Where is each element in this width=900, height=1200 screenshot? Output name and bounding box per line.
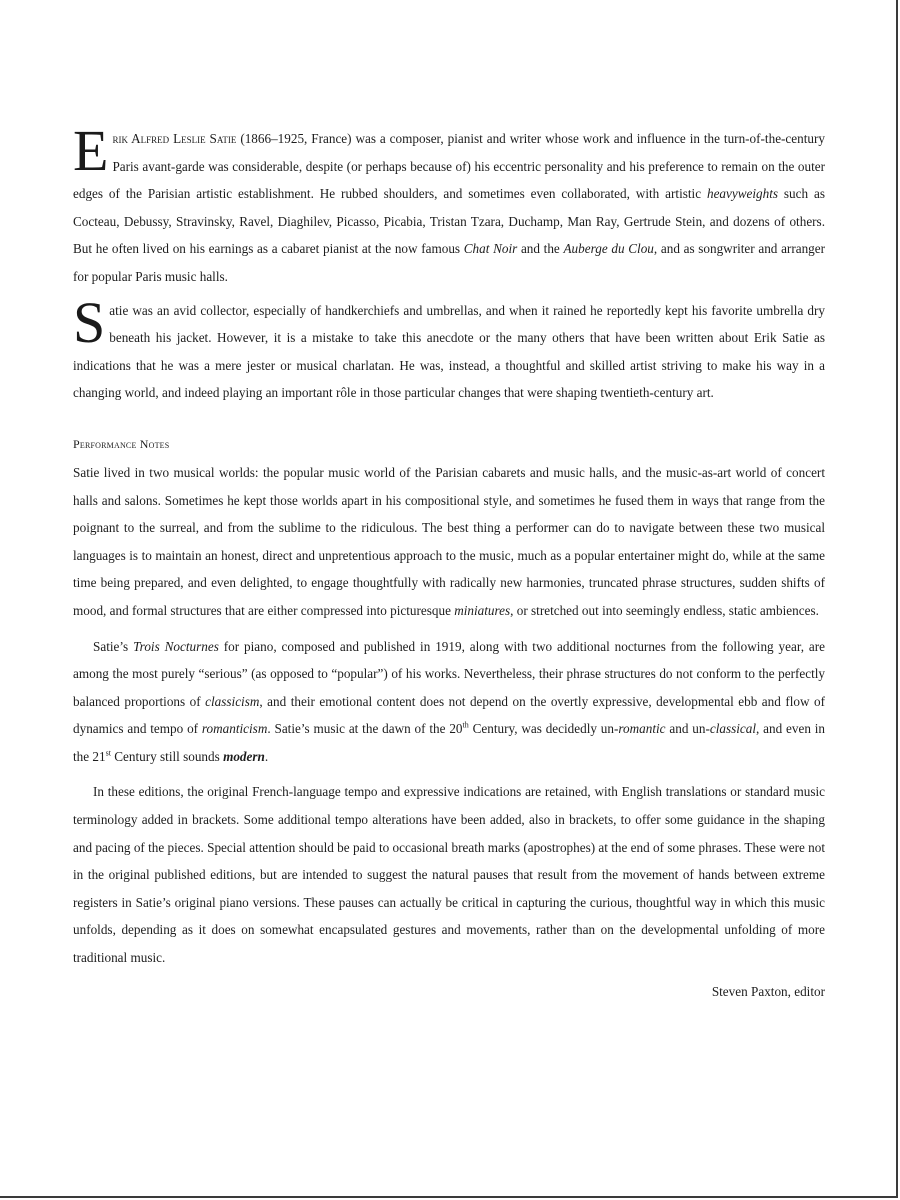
intro-paragraph-1: Erik Alfred Leslie Satie (1866–1925, France) was a composer, pianist and writer whose work and influence in the turn-of-the-century Paris avant-garde was considerable, despite (or perhaps because of) his eccentric personality and his preference to remain on the outer edges of the Parisian artistic establishment. He rubbed shoulders, and sometimes even collaborated, with artistic heavyweights such as Cocteau, Debussy, Stravinsky, Ravel, Diaghilev, Picasso, Picabia, Tristan Tzara, Duchamp, Man Ray, Gertrude Stein, and dozens of others. But he often lived on his earnings as a cabaret pianist at the now famous Chat Noir and the Auberge du Clou, and as songwriter and arranger for popular Paris music halls. <box>73 118 826 284</box>
notes-paragraph-1: Satie lived in two musical worlds: the popular music world of the Parisian cabarets and music halls, and the music-as-art world of concert halls and salons. Sometimes he kept those worlds apart in his compositional style, and sometimes he fused them in ways that range from the poignant to the surreal, and from the sublime to the ridiculous. The best thing a performer can do to navigate between these two musical languages is to maintain an honest, direct and unpretentious approach to the music, much as a popular entertainer might do, while at the same time being prepared, and even delighted, to engage thoughtfully with radically new harmonies, truncated phrase structures, sudden shifts of mood, and formal structures that are either compressed into picturesque miniatures, or stretched out into seemingly endless, static ambiences. <box>73 464 825 618</box>
notes-paragraph-2: Satie’s Trois Nocturnes for piano, composed and published in 1919, along with two additional nocturnes from the following year, are among the most purely “serious” (as opposed to “popular”) of his works. Nevertheless, their phrase structures do not conform to the perfectly balanced proportions of classicism, and their emotional content does not depend on the overtly expressive, developmental ebb and flow of dynamics and tempo of romanticism. Satie’s music at the dawn of the 20th Century, was decidedly un-romantic and un-classical, and even in the 21st Century still sounds modern. <box>73 638 826 764</box>
notes-paragraph-3: In these editions, the original French-language tempo and expressive indications are retained, with English translations or standard music terminology added in brackets. Some additional tempo alterations have been added, also in brackets, to offer some guidance in the shaping and pacing of the pieces. Special attention should be paid to occasional breath marks (apostrophes) at the end of some phrases. These were not in the original published editions, but are intended to suggest the natural pauses that result from the movement of hands between extreme registers in Satie’s original piano versions. These pauses can actually be critical in capturing the curious, thoughtful way in which this music unfolds, depending as it does on somewhat encapsulated gestures and movements, rather than on the developmental unfolding of more traditional music. <box>73 784 825 966</box>
trois-nocturnes-title: Trois Nocturnes <box>133 638 219 654</box>
composer-name: rik Alfred Leslie Satie <box>112 131 237 146</box>
intro-paragraph-2: Satie was an avid collector, especially of handkerchiefs and umbrellas, and when it rained he reportedly kept his favorite umbrella dry beneath his jacket. However, it is a mistake to take this anecdote or the many others that have been written about Erik Satie as indications that he was a mere jester or musical charlatan. He was, instead, a thoughtful and skilled artist striving to make his way in a changing world, and indeed playing an important rôle in those particular changes that were shaping twentieth-century art. <box>73 289 825 401</box>
chat-noir-title: Chat Noir <box>463 241 518 257</box>
document-body <box>73 118 826 1005</box>
drop-cap-e: E <box>73 118 109 183</box>
editor-signature: Steven Paxton, editor <box>711 983 825 999</box>
performance-notes-heading: Performance Notes <box>73 436 170 451</box>
auberge-du-clou-title: Auberge du Clou <box>563 241 654 257</box>
drop-cap-s: S <box>73 289 106 355</box>
